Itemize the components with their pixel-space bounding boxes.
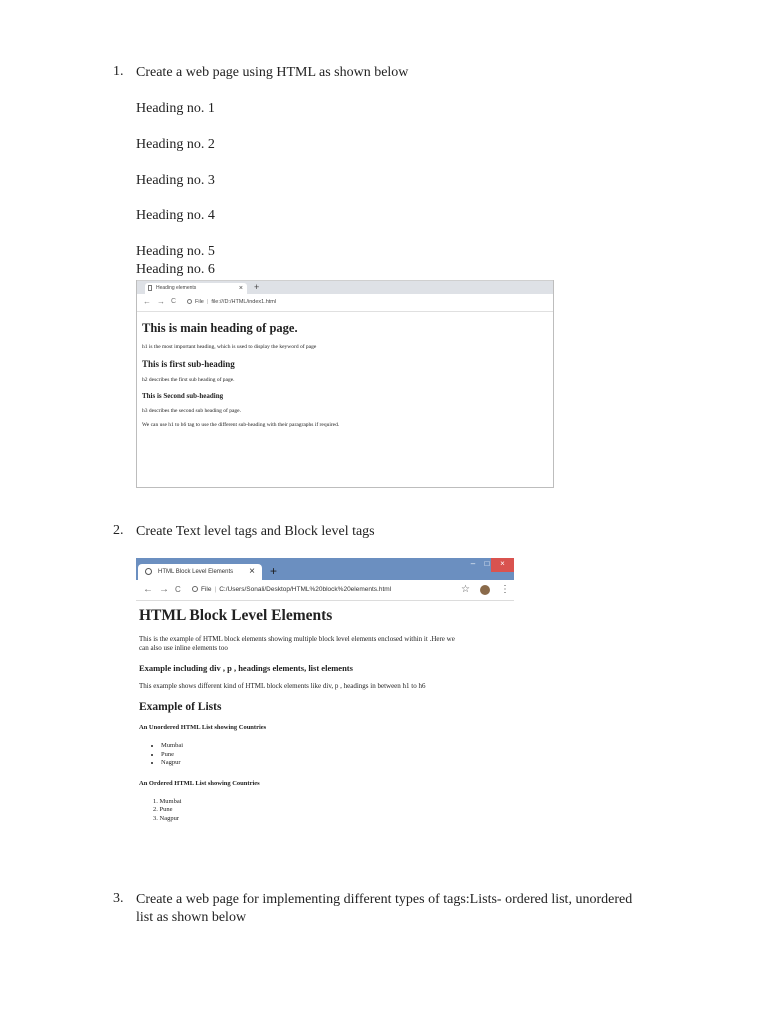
screenshot-block-level-elements bbox=[136, 558, 514, 846]
first-sub-heading: This is first sub-heading bbox=[142, 359, 235, 369]
back-arrow-icon[interactable]: ← bbox=[143, 297, 151, 306]
info-icon bbox=[187, 299, 192, 304]
globe-icon bbox=[145, 568, 152, 575]
tab-title: Heading elements bbox=[156, 285, 197, 291]
paragraph-usage: We can use h1 to h6 tag to use the different sub-heading with their paragraphs if required. bbox=[142, 422, 340, 428]
example-paragraph: This example shows different kind of HTML block elements like div, p , headings in between h1 to h6 bbox=[139, 682, 426, 690]
url-scheme: File bbox=[195, 299, 204, 305]
unordered-list bbox=[139, 742, 511, 768]
url-text: file:///D:/HTML/index1.html bbox=[211, 299, 277, 305]
tab-close-icon[interactable]: × bbox=[238, 285, 243, 292]
ordered-list-heading: An Ordered HTML List showing Countries bbox=[139, 779, 260, 787]
url-scheme: File bbox=[201, 586, 212, 593]
url-field[interactable]: File | file:///D:/HTML/index1.html bbox=[187, 298, 276, 307]
page-content bbox=[137, 312, 553, 429]
list-item: 2. Pune bbox=[153, 806, 173, 813]
question-3-text-line1: Create a web page for implementing different types of tags:Lists- ordered list, unordered bbox=[136, 892, 633, 907]
page-content bbox=[136, 601, 514, 823]
lists-heading: Example of Lists bbox=[139, 701, 222, 713]
list-item: • Pune bbox=[161, 751, 511, 760]
question-1-text: Create a web page using HTML as shown below bbox=[136, 65, 409, 80]
question-2-number: 2. bbox=[113, 523, 124, 538]
second-sub-heading: This is Second sub-heading bbox=[142, 392, 224, 400]
back-arrow-icon[interactable]: ← bbox=[143, 584, 153, 595]
new-tab-button[interactable]: + bbox=[270, 564, 278, 578]
reload-icon[interactable]: C bbox=[171, 298, 177, 305]
browser-tab[interactable] bbox=[138, 564, 262, 580]
question-3-number: 3. bbox=[113, 891, 124, 906]
heading-line-4: Heading no. 4 bbox=[136, 208, 215, 223]
window-close-icon[interactable]: × bbox=[491, 558, 514, 572]
ordered-list bbox=[139, 798, 511, 824]
heading-line-3: Heading no. 3 bbox=[136, 173, 215, 188]
browser-title-bar bbox=[136, 558, 514, 580]
list-item: • Mumbai bbox=[161, 742, 511, 751]
url-field[interactable]: File | C:/Users/Sonali/Desktop/HTML%20block%20elements.html bbox=[192, 585, 391, 595]
address-bar bbox=[137, 294, 553, 312]
screenshot-heading-elements bbox=[136, 280, 554, 488]
reload-icon[interactable]: C bbox=[175, 585, 181, 594]
paragraph-h3: h3 describes the second sub heading of page. bbox=[142, 408, 241, 414]
question-1-number: 1. bbox=[113, 64, 124, 79]
menu-icon[interactable]: ⋮ bbox=[500, 584, 510, 595]
browser-tab-bar bbox=[137, 280, 553, 294]
maximize-icon[interactable]: □ bbox=[484, 559, 490, 568]
page-icon bbox=[148, 285, 152, 291]
address-bar bbox=[136, 580, 514, 601]
example-subheading: Example including div , p , headings elements, list elements bbox=[139, 663, 353, 673]
forward-arrow-icon[interactable]: → bbox=[157, 297, 165, 306]
list-item: 1. Mumbai bbox=[153, 797, 182, 805]
block-elements-heading: HTML Block Level Elements bbox=[139, 607, 333, 624]
url-text: C:/Users/Sonali/Desktop/HTML%20block%20elements.html bbox=[219, 586, 392, 593]
heading-line-1: Heading no. 1 bbox=[136, 101, 215, 116]
tab-close-icon[interactable]: × bbox=[249, 566, 255, 577]
question-3-text-line2: list as shown below bbox=[136, 910, 247, 925]
question-2-text: Create Text level tags and Block level tags bbox=[136, 524, 375, 539]
minimize-icon[interactable]: – bbox=[470, 559, 476, 568]
extension-icon[interactable] bbox=[480, 585, 490, 595]
list-item: 3. Nagpur bbox=[153, 814, 179, 822]
heading-line-5: Heading no. 5 bbox=[136, 244, 215, 259]
heading-line-2: Heading no. 2 bbox=[136, 137, 215, 152]
unordered-list-heading: An Unordered HTML List showing Countries bbox=[139, 724, 267, 731]
paragraph-h2: h2 describes the first sub heading of page. bbox=[142, 377, 235, 383]
info-icon bbox=[192, 586, 198, 592]
new-tab-button[interactable]: + bbox=[254, 282, 260, 292]
tab-title: HTML Block Level Elements bbox=[158, 569, 234, 575]
main-heading: This is main heading of page. bbox=[142, 321, 298, 335]
intro-paragraph: This is the example of HTML block elements showing multiple block level elements enclosed within it .Here we can also use inline elements too bbox=[139, 635, 455, 652]
forward-arrow-icon[interactable]: → bbox=[159, 584, 169, 595]
heading-line-6: Heading no. 6 bbox=[136, 262, 215, 277]
paragraph-h1: h1 is the most important heading, which is used to display the keyword of page bbox=[142, 344, 317, 350]
list-item: • Nagpur bbox=[161, 759, 511, 768]
browser-tab[interactable] bbox=[145, 283, 247, 294]
bookmark-star-icon[interactable]: ☆ bbox=[461, 584, 470, 595]
